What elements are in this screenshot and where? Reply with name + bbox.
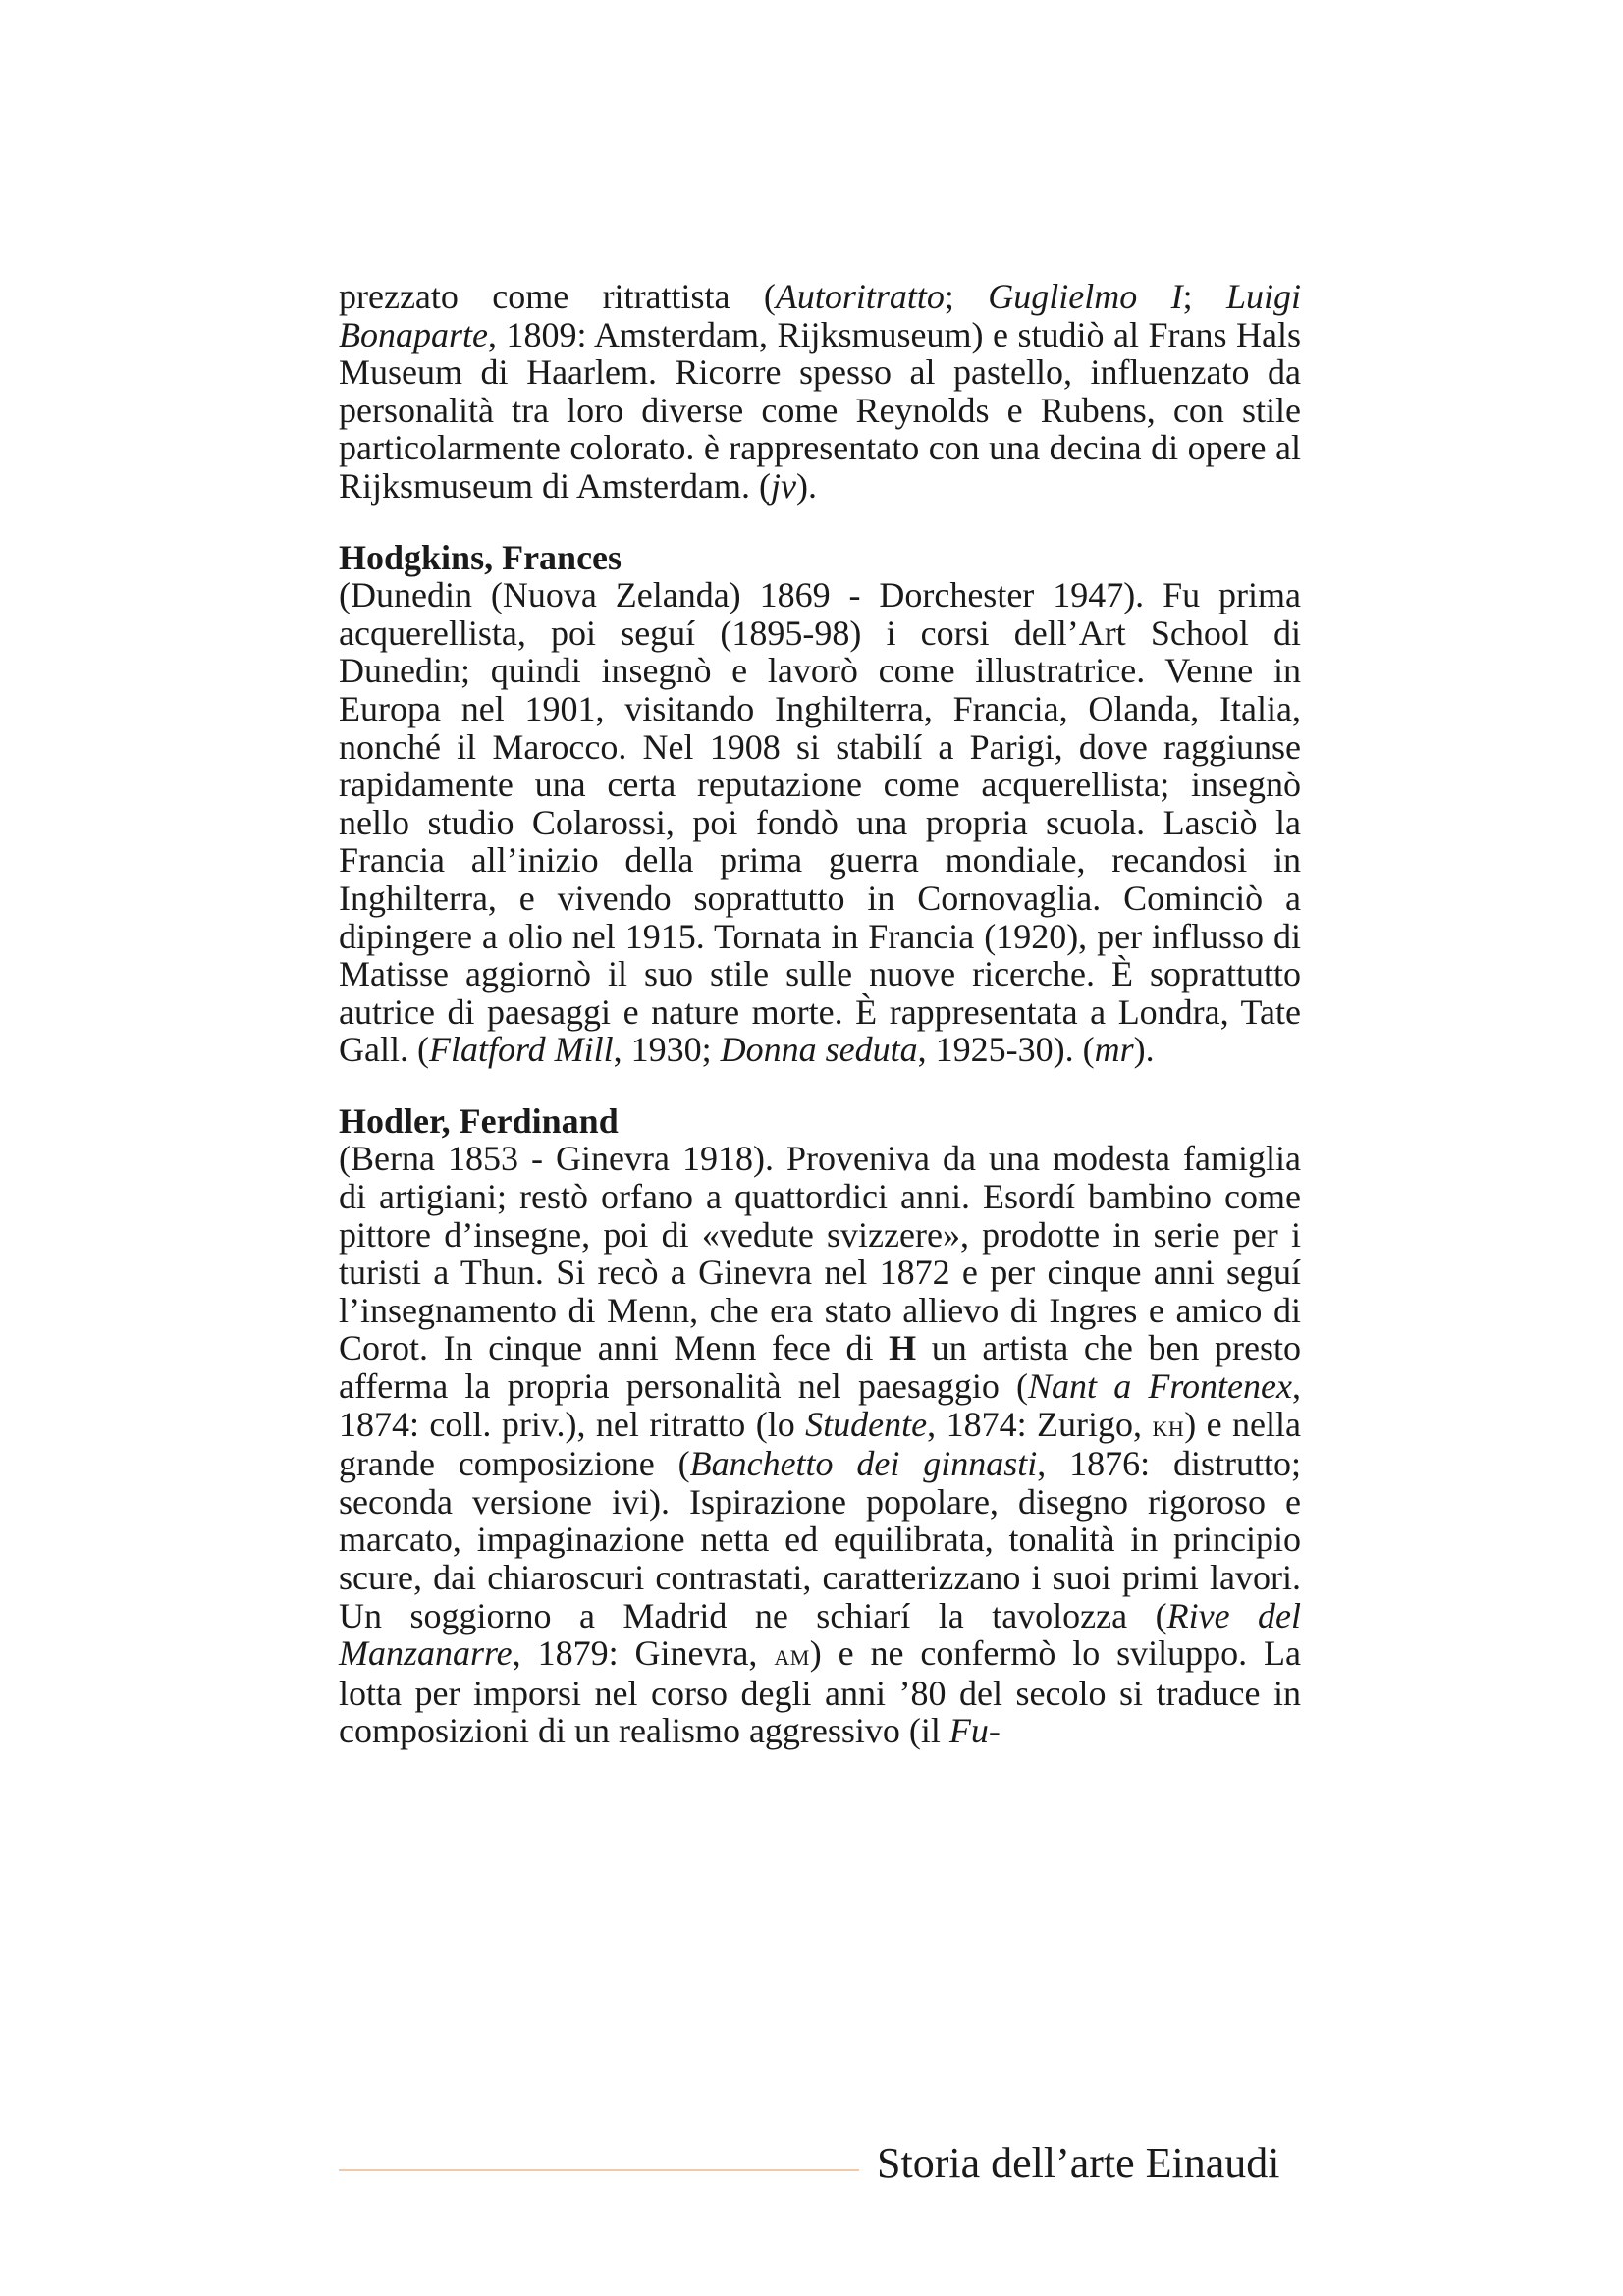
hodler-text-run: , 1874: Zurigo,: [927, 1404, 1153, 1444]
hodgkins-text-run: , 1930;: [613, 1030, 721, 1070]
footer-title: Storia dell’arte Einaudi: [877, 2139, 1280, 2187]
hodgkins-italic-title: Donna seduta: [720, 1030, 918, 1070]
continuation-text-run: ;: [944, 277, 989, 316]
hodler-text-run: ) e nella grande composizione (: [339, 1404, 1302, 1484]
hodgkins-text-run: (Dunedin (Nuova Zelanda) 1869 - Dorchester 1947). Fu prima acquerellista, poi seguí (1895-98) i corsi dell’Art School di Dunedin; quindi insegnò e lavorò come illustratrice. Venne in Europa nel 1901, visitando Inghilterra, Francia, Olanda, Italia, nonché il Marocco. Nel 1908 si stabilí a Parigi, dove raggiunse rapidamente una certa reputazione come acquerellista; insegnò nello studio Colarossi, poi fondò una propria scuola. Lasciò la Francia all’inizio della prima guerra mondiale, recandosi in Inghilterra, e vivendo soprattutto in Cornovaglia. Cominciò a dipingere a olio nel 1915. Tornata in Francia (1920), per influsso di Matisse aggiornò il suo stile sulle nuove ricerche. È soprattutto autrice di paesaggi e nature morte. È rappresentata a Londra, Tate Gall. (: [339, 575, 1301, 1070]
continuation-text-run: ).: [795, 465, 817, 506]
hodler-museum-abbrev: am: [774, 1637, 810, 1673]
entry-body-hodgkins: [339, 576, 1301, 1069]
hodler-italic-title: Studente: [805, 1404, 928, 1444]
hodler-text-run: (Berna 1853 - Ginevra 1918). Proveniva da una modesta famiglia di artigiani; restò orfano a quattordici anni. Esordí bambino come pittore d’insegne, poi di «vedute svizzere», prodotte in serie per i turisti a Thun. Si recò a Ginevra nel 1872 e per cinque anni seguí l’insegnamento di Menn, che era stato allievo di Ingres e amico di Corot. In cinque anni Menn fece di: [339, 1139, 1301, 1368]
hodler-italic-title: Fu-: [948, 1711, 1001, 1751]
hodler-italic-title: Nant a Frontenex: [1028, 1366, 1292, 1407]
continuation-paragraph: [339, 278, 1301, 506]
continuation-italic-title: Autoritratto: [775, 277, 945, 316]
entry-heading-hodler: Hodler, Ferdinand: [339, 1100, 619, 1141]
hodler-text-run: ) e ne confermò lo sviluppo. La lotta per imporsi nel corso degli anni ’80 del secolo si traduce in composizioni di un realismo aggressivo (il: [339, 1633, 1301, 1751]
hodgkins-italic-title: mr: [1094, 1030, 1134, 1070]
hodler-italic-title: Rive del Manzanarre: [339, 1595, 1301, 1674]
entry-heading-hodgkins: Hodgkins, Frances: [339, 537, 622, 577]
continuation-italic-title: jv: [770, 465, 796, 506]
continuation-text-run: prezzato come ritrattista (: [339, 277, 776, 316]
hodler-text-run: , 1876: distrutto; seconda versione ivi). Ispirazione popolare, disegno rigoroso e marcato, impaginazione netta ed equilibrata, tonalità in principio scure, dai chiaroscuri contrastati, caratterizzano i suoi primi lavori. Un soggiorno a Madrid ne schiarí la tavolozza (: [339, 1444, 1302, 1635]
hodler-text-run: un artista che ben presto afferma la propria personalità nel paesaggio (: [339, 1328, 1302, 1407]
hodler-museum-abbrev: kh: [1152, 1408, 1185, 1443]
continuation-italic-title: Luigi Bonaparte: [339, 277, 1301, 354]
entry-body-hodler: [339, 1140, 1301, 1750]
hodler-bold-initial: H: [889, 1328, 917, 1368]
text-column: [339, 278, 1301, 1750]
continuation-italic-title: Guglielmo I: [988, 277, 1183, 316]
continuation-text-run: , 1809: Amsterdam, Rijksmuseum) e studiò al Frans Hals Museum di Haarlem. Ricorre spesso al pastello, influenzato da personalità tra loro diverse come Reynolds e Rubens, con stile particolarmente colorato. è rappresentato con una decina di opere al Rijksmuseum di Amsterdam. (: [339, 314, 1301, 506]
continuation-text-run: ;: [1182, 277, 1226, 316]
hodgkins-italic-title: Flatford Mill: [428, 1030, 614, 1070]
hodler-text-run: , 1874: coll. priv.), nel ritratto (lo: [339, 1366, 1301, 1444]
hodler-italic-title: Banchetto dei ginnasti: [689, 1444, 1038, 1484]
hodler-text-run: , 1879: Ginevra,: [512, 1633, 775, 1674]
hodgkins-text-run: ).: [1133, 1030, 1155, 1070]
footer-rule: [339, 2169, 859, 2171]
hodgkins-text-run: , 1925-30). (: [917, 1030, 1095, 1070]
